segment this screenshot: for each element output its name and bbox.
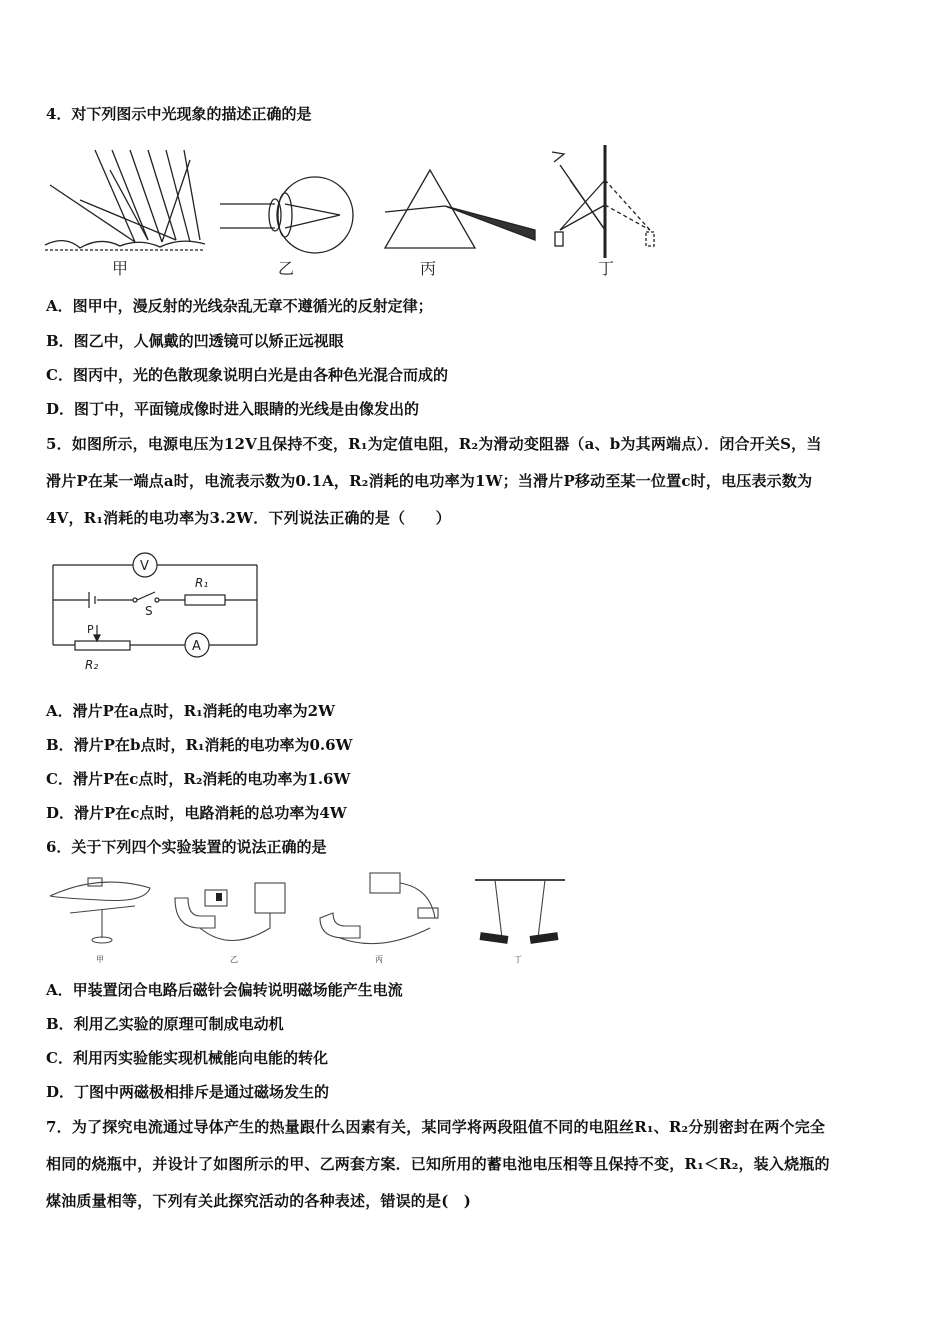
q4-label-2: 丙 (420, 259, 437, 278)
q4-option-c: C．图丙中，光的色散现象说明白光是由各种色光混合而成的 (46, 366, 448, 384)
q4-option-d: D．图丁中，平面镜成像时进入眼睛的光线是由像发出的 (46, 400, 420, 418)
q5-option-d: D．滑片P在c点时，电路消耗的总功率为4W (46, 804, 347, 822)
q6-label-2: 丙 (375, 955, 383, 964)
figure-prism (385, 170, 535, 248)
ammeter-label: A (192, 639, 201, 654)
q4-option-b: B．图乙中，人佩戴的凹透镜可以矫正远视眼 (46, 332, 344, 350)
q6-option-b: B．利用乙实验的原理可制成电动机 (46, 1015, 284, 1033)
q5-circuit-diagram (45, 545, 265, 680)
q5-option-c: C．滑片P在c点时，R₂消耗的电功率为1.6W (46, 770, 351, 788)
switch-label: S (145, 604, 153, 618)
q4-label-3: 丁 (598, 259, 615, 278)
q4-label-0: 甲 (112, 259, 129, 278)
figure-diffuse-reflection (45, 150, 205, 250)
figure-plane-mirror (552, 145, 654, 258)
q4-label-1: 乙 (278, 259, 295, 278)
q5-option-b: B．滑片P在b点时，R₁消耗的电功率为0.6W (46, 736, 353, 754)
q5-stem-line-3: 4V，R₁消耗的电功率为3.2W．下列说法正确的是（ ） (46, 509, 451, 527)
q4-option-a: A．图甲中，漫反射的光线杂乱无章不遵循光的反射定律； (46, 297, 433, 315)
q5-option-a: A．滑片P在a点时，R₁消耗的电功率为2W (46, 702, 335, 720)
q6-label-3: 丁 (514, 955, 522, 964)
q4-figures (40, 140, 680, 280)
figure-eye-lens (220, 177, 353, 253)
q7-stem-line-1: 7．为了探究电流通过导体产生的热量跟什么因素有关，某同学将两段阻值不同的电阻丝R₁、R₂分别密封在两个完全 (46, 1118, 826, 1136)
q7-stem-line-2: 相同的烧瓶中，并设计了如图所示的甲、乙两套方案．已知所用的蓄电池电压相等且保持不变，R₁＜R₂，装入烧瓶的 (46, 1155, 830, 1173)
q6-option-d: D．丁图中两磁极相排斥是通过磁场发生的 (46, 1083, 330, 1101)
q5-stem-line-2: 滑片P在某一端点a时，电流表示数为0.1A，R₂消耗的电功率为1W；当滑片P移动至某一位置c时，电压表示数为 (46, 472, 813, 490)
q6-figures (40, 868, 580, 968)
q6-option-a: A．甲装置闭合电路后磁针会偏转说明磁场能产生电流 (46, 981, 403, 999)
q5-stem-line-1: 5．如图所示，电源电压为12V且保持不变，R₁为定值电阻，R₂为滑动变阻器（a、b为其两端点）．闭合开关S，当 (46, 435, 822, 453)
q7-stem-line-3: 煤油质量相等，下列有关此探究活动的各种表述，错误的是( ) (46, 1192, 471, 1210)
q6-label-1: 乙 (230, 955, 238, 964)
slider-label: P (87, 623, 94, 636)
q6-stem: 6．关于下列四个实验装置的说法正确的是 (46, 838, 327, 856)
voltmeter-label: V (140, 559, 149, 574)
q6-option-c: C．利用丙实验能实现机械能向电能的转化 (46, 1049, 328, 1067)
q4-stem: 4．对下列图示中光现象的描述正确的是 (46, 105, 312, 123)
r2-label: R₂ (85, 658, 99, 672)
r1-label: R₁ (195, 576, 209, 590)
q6-label-0: 甲 (96, 955, 104, 964)
